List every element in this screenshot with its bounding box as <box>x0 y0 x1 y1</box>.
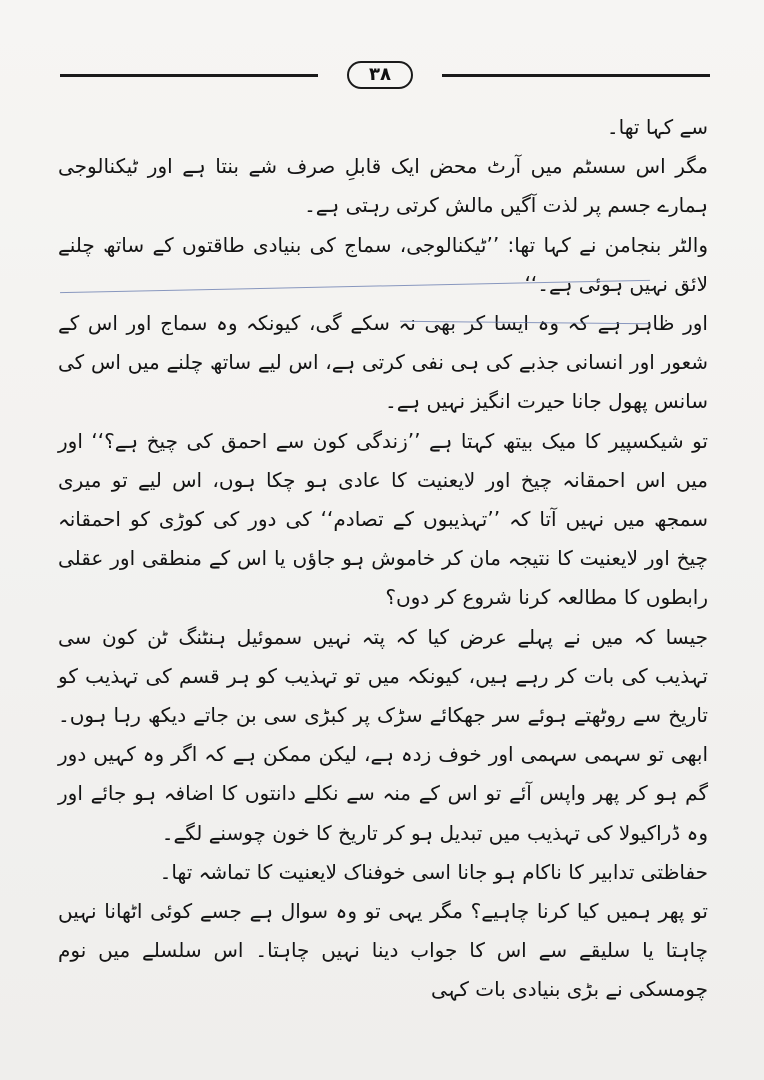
paragraph-8: تو پھر ہمیں کیا کرنا چاہیے؟ مگر یہی تو وہ سوال ہے جسے کوئی اٹھانا نہیں چاہتا یا سلیقے سے اس کا جواب دینا نہیں چاہتا۔ اس سلسلے میں نوم چومسکی نے بڑی بنیادی بات کہی <box>58 899 708 1002</box>
paragraph-1: سے کہا تھا۔ <box>606 115 708 139</box>
paragraph-4: اور ظاہر ہے کہ وہ ایسا کر بھی نہ سکے گی، کیونکہ وہ سماج اور اس کے شعور اور انسانی جذبے کی ہی نفی کرتی ہے، اس لیے ساتھ چلنے میں اس کی سانس پھول جانا حیرت انگیز نہیں ہے۔ <box>58 311 708 414</box>
paragraph-6: جیسا کہ میں نے پہلے عرض کیا کہ پتہ نہیں سموئیل ہنٹنگ ٹن کون سی تہذیب کی بات کر رہے ہیں، کیونکہ میں تو تہذیب کو ہر قسم کی تہذیب کو تاریخ سے روٹھتے ہوئے سر جھکائے سڑک پر کبڑی سی بن جاتے دیکھ رہا ہوں۔ ابھی تو سہمی سہمی اور خوف زدہ ہے، لیکن ممکن ہے کہ اگر وہ کہیں دور گم ہو کر پھر واپس آئے تو اس کے منہ سے نکلے دانتوں کا اضافہ ہو جائے اور وہ ڈراکیولا کی تہذیب میں تبدیل ہو کر تاریخ کا خون چوسنے لگے۔ <box>58 624 708 845</box>
paragraph-7: حفاظتی تدابیر کا ناکام ہو جانا اسی خوفناک لایعنیت کا تماشہ تھا۔ <box>159 859 708 884</box>
header-rule-right <box>442 74 710 77</box>
paragraph-3: والٹر بنجامن نے کہا تھا: ’’ٹیکنالوجی، سماج کی بنیادی طاقتوں کے ساتھ چلنے لائق نہیں ہوئی ہے۔‘‘ <box>58 232 708 296</box>
page-body <box>58 108 708 1010</box>
page-number: ۳۸ <box>347 61 413 89</box>
page-number-frame <box>318 61 442 89</box>
page-header <box>60 58 710 92</box>
paragraph-2: مگر اس سسٹم میں آرٹ محض ایک قابلِ صرف شے بنتا ہے اور ٹیکنالوجی ہمارے جسم پر لذت آگیں مالش کرتی رہتی ہے۔ <box>58 154 708 218</box>
header-rule-left <box>60 74 318 77</box>
paragraph-5: تو شیکسپیر کا میک بیتھ کہتا ہے ’’زندگی کون سے احمق کی چیخ ہے؟‘‘ اور میں اس احمقانہ چیخ اور لایعنیت کا عادی ہو چکا ہوں، اس لیے تو میری سمجھ میں نہیں آتا کہ ’’تہذیبوں کے تصادم‘‘ کی دور کی کوڑی کو احمقانہ چیخ اور لایعنیت کا نتیجہ مان کر خاموش ہو جاؤں یا اس کے منطقی اور عقلی رابطوں کا مطالعہ کرنا شروع کر دوں؟ <box>58 428 708 610</box>
